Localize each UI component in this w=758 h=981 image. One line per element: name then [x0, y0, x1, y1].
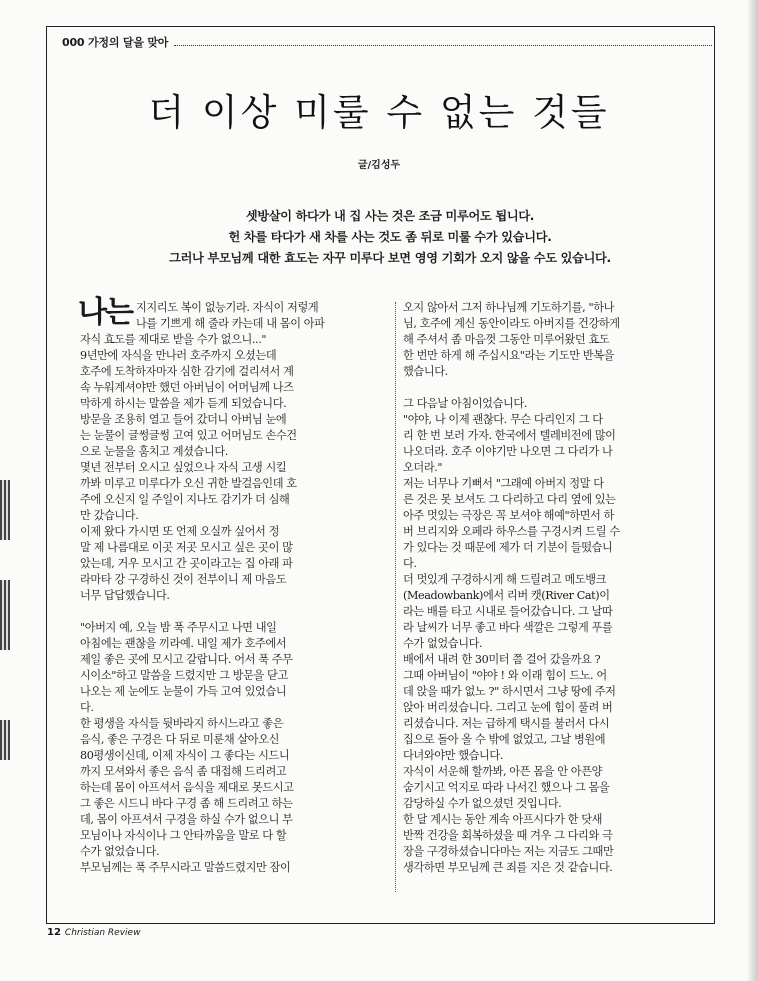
paragraph: 부모님께는 푹 주무시라고 말씀드렸지만 잠이 — [80, 861, 291, 874]
lead-line: 그러나 부모님께 대한 효도는 자꾸 미루다 보면 영영 기회가 오지 않을 수도 있습니다. — [169, 251, 611, 265]
section-header — [62, 33, 712, 51]
lead-line: 헌 차를 타다가 새 차를 사는 것도 좀 뒤로 미룰 수가 있습니다. — [228, 230, 552, 244]
scan-edge-mark — [0, 720, 10, 760]
paragraph: 몇년 전부터 오시고 싶었으나 자식 고생 시킬 까봐 미루고 미루다가 오신 귀한 발걸음인데 호 주에 오신지 일 주일이 지나도 감기가 더 심해 만 갔습니다. — [80, 461, 297, 522]
paragraph: 자식이 서운해 할까봐, 아픈 몸을 안 아픈양 숨기시고 억지로 따라 나서긴 했으나 그 몸을 감당하실 수가 없으셨던 것입니다. — [403, 765, 610, 810]
article-lead — [100, 206, 680, 269]
scan-edge-mark — [0, 480, 10, 540]
paragraph: 더 멋있게 구경하시게 해 드릴려고 메도뱅크 (Meadowbank)에서 리버 캣(River Cat)이 라는 배를 타고 시내로 들어갔습니다. 그 날따 라 날씨가 너무 좋고 바다 색깔은 그렇게 푸를 수가 없었습니다. — [403, 573, 613, 650]
paragraph: "아버지 예, 오늘 밤 푹 주무시고 나면 내일 아침에는 괜찮을 끼라예. 내일 제가 호주에서 제일 좋은 곳에 모시고 갈랍니다. 어서 푹 주무 시이소"하고 말씀을 드렸지만 그 방문을 닫고 나오는 제 눈에도 눈물이 가득 고여 있었습니 다. — [80, 621, 293, 714]
lead-line: 셋방살이 하다가 내 집 사는 것은 조금 미루어도 됩니다. — [245, 209, 535, 223]
page-footer — [47, 927, 140, 938]
article-title: 더 이상 미룰 수 없는 것들 — [148, 91, 610, 134]
paragraph: 배에서 내려 한 30미터 쯤 걸어 갔을까요 ? 그때 아버님이 "야야 ! 와 이래 힘이 드노. 어 데 앉을 때가 없노 ?" 하시면서 그냥 땅에 주저 앉아 버리셨습니다. 그리고 눈에 힘이 풀려 버 리셨습니다. 저는 급하게 택시를 불러서 다시 집으로 돌아 올 수 밖에 없었고, 그날 병원에 다녀와야만 했습니다. — [403, 653, 616, 762]
paragraph: 저는 너무나 기뻐서 "그래예 아버지 정말 다 른 것은 못 보셔도 그 다리하고 다리 옆에 있는 아주 멋있는 극장은 꼭 보셔야 해예"하면서 하 버 브리지와 오페라 하우스를 구경시켜 드릴 수 가 있다는 것 때문에 제가 더 기분이 들떴습니 다. — [403, 477, 620, 570]
scan-edge-mark — [0, 580, 10, 650]
section-label: 000 가정의 달을 맞아 — [62, 36, 169, 49]
right-column — [403, 300, 713, 876]
left-column — [78, 295, 390, 876]
dotted-leader — [174, 39, 712, 46]
paragraph: 한 평생을 자식들 뒷바라지 하시느라고 좋은 음식, 좋은 구경은 다 뒤로 미룬채 살아오신 80평생이신데, 이제 자식이 그 좋다는 시드니 까지 모셔와서 좋은 음식 좀 대접해 드리려고 하는데 몸이 아프셔서 음식을 제대로 못드시고 그 좋은 시드니 바다 구경 좀 해 드리려고 하는 데, 몸이 아프셔서 구경을 하실 수가 없으니 부 모님이나 자식이나 그 안타까움을 말로 다 할 수가 없었습니다. — [80, 717, 294, 858]
paragraph: 그 다음날 아침이었습니다. "야야, 나 이제 괜찮다. 무슨 다리인지 그 다 리 한 번 보러 가자. 한국에서 텔레비전에 많이 나오더라. 호주 이야기만 나오면 그 다리가 나 오더라." — [403, 397, 616, 474]
paragraph: 이제 왔다 가시면 또 언제 오실까 싶어서 정 말 제 나름대로 이곳 저곳 모시고 싶은 곳이 많 았는데, 거우 모시고 간 곳이라고는 집 아래 파 라마타 강 구경하신 것이 전부이니 제 마음도 너무 답답했습니다. — [80, 525, 293, 602]
scan-right-edge — [748, 0, 758, 981]
paragraph: 방문을 조용히 열고 들어 갔더니 아버님 눈에 는 눈물이 글썽글썽 고여 있고 어머님도 손수건 으로 눈물을 훔치고 계셨습니다. — [80, 413, 297, 458]
drop-cap: 나는 — [78, 295, 132, 330]
page-number: 12 — [47, 927, 61, 938]
paragraph: 오지 않아서 그저 하나님께 기도하기를, "하나 님, 호주에 계신 동안이라도 아버지를 건강하게 해 주셔서 좀 마음껏 그동안 미루어왔던 효도 한 번만 하게 해 주십시요"라는 기도만 반복을 했습니다. — [403, 301, 620, 378]
publication-name: Christian Review — [64, 928, 141, 938]
paragraph: 한 달 계시는 동안 계속 아프시다가 한 닷새 반짝 건강을 회복하셨을 때 겨우 그 다리와 극 장을 구경하셨습니다마는 저는 지금도 그때만 생각하면 부모님께 큰 죄를 지은 것 같습니다. — [403, 813, 614, 874]
article-byline: 글/김성두 — [357, 160, 401, 171]
column-divider — [395, 302, 396, 892]
paragraph: 지지리도 복이 없능기라. 자식이 저렇게 나를 기쁘게 해 줄라 카는데 내 몸이 아파 자식 효도를 제대로 받을 수가 없으니..." — [80, 301, 325, 346]
paragraph: 9년만에 자식을 만나러 호주까지 오셨는데 호주에 도착하자마자 심한 감기에 걸리셔서 계 속 누워계셔야만 했던 아버님이 어머님께 나즈 막하게 하시는 말씀을 제가 듣게 되었습니다. — [80, 349, 294, 410]
